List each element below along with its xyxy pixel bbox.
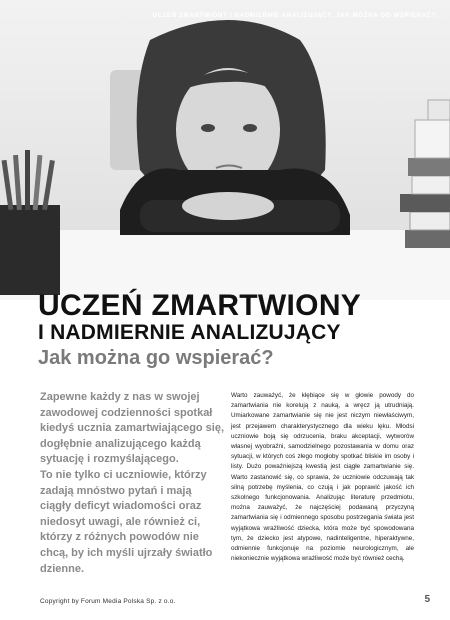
copyright-footer: Copyright by Forum Media Polska Sp. z o.o. xyxy=(40,598,176,605)
hero-photo xyxy=(0,0,450,300)
lead-paragraph: Zapewne każdy z nas w swojej zawodowej codzienności spotkał kiedyś ucznia zamartwiającego się, dogłębnie analizującego każdą sytuację i rozmyślającego. xyxy=(40,391,225,466)
hands xyxy=(182,192,274,220)
article-title-line2: I NADMIERNIE ANALIZUJĄCY xyxy=(38,321,341,344)
right-eye xyxy=(243,124,257,132)
article-title-block xyxy=(38,290,438,370)
lead-column xyxy=(40,390,225,577)
article-subtitle: Jak można go wspierać? xyxy=(38,347,274,369)
pencils xyxy=(2,150,55,210)
hero-illustration xyxy=(0,0,450,300)
running-header: UCZEŃ ZMARTWIONY I NADMIERNIE ANALIZUJĄCY. JAK MOŻNA GO WSPIERAĆ? xyxy=(152,12,436,19)
body-paragraph: Warto zauważyć, że kłębiące się w głowie powody do zamartwiania nie korelują z nauką, a wręcz ją utrudniają. Umiarkowane zamartwianie się nie jest niczym niewłaściwym, jest przejawem charakterystycznego dla wieku lęku. Młodsi uczniowie boją się odrzucenia, braku akceptacji, wytworów własnej wyobraźni, samodzielnego pozostawania w domu oraz sytuacji, w których coś złego mogłoby spotkać bliskie im osoby i listy. Dużo poważniejszą kwestią jest ciągłe zamartwianie się. Warto zastanowić się, co sprawia, że uczniowie odczuwają tak silną potrzebę myślenia, co czują i jak poprawić jakość ich szkolnego funkcjonowania. Analizując literaturę przedmiotu, można zauważyć, że najczęściej podawaną przyczyną zamartwiania się i odmiennego sposobu postrzegania świata jest wyjątkowa wrażliwość dziecka, która może być spowodowana tym, że dziecko jest atypowe, nadinteligentne, hiperaktywne, odmiennie funkcjonuje na poziomie neurologicznym, ale niekoniecznie wyjątkowa wrażliwość może być również cechą. xyxy=(231,392,414,563)
pencil-cup xyxy=(0,205,60,295)
left-eye xyxy=(201,124,215,132)
book-stack xyxy=(400,100,450,248)
page-number: 5 xyxy=(424,594,430,605)
body-column xyxy=(231,391,414,564)
lead-paragraph: To nie tylko ci uczniowie, którzy zadają mnóstwo pytań i mają ciągły deficyt wiadomości oraz niedosyt uwagi, ale również ci, którzy z różnych powodów nie chcą, by ich myśli ujrzały światło dzienne. xyxy=(40,468,213,575)
article-title-line1: UCZEŃ ZMARTWIONY xyxy=(38,289,362,322)
